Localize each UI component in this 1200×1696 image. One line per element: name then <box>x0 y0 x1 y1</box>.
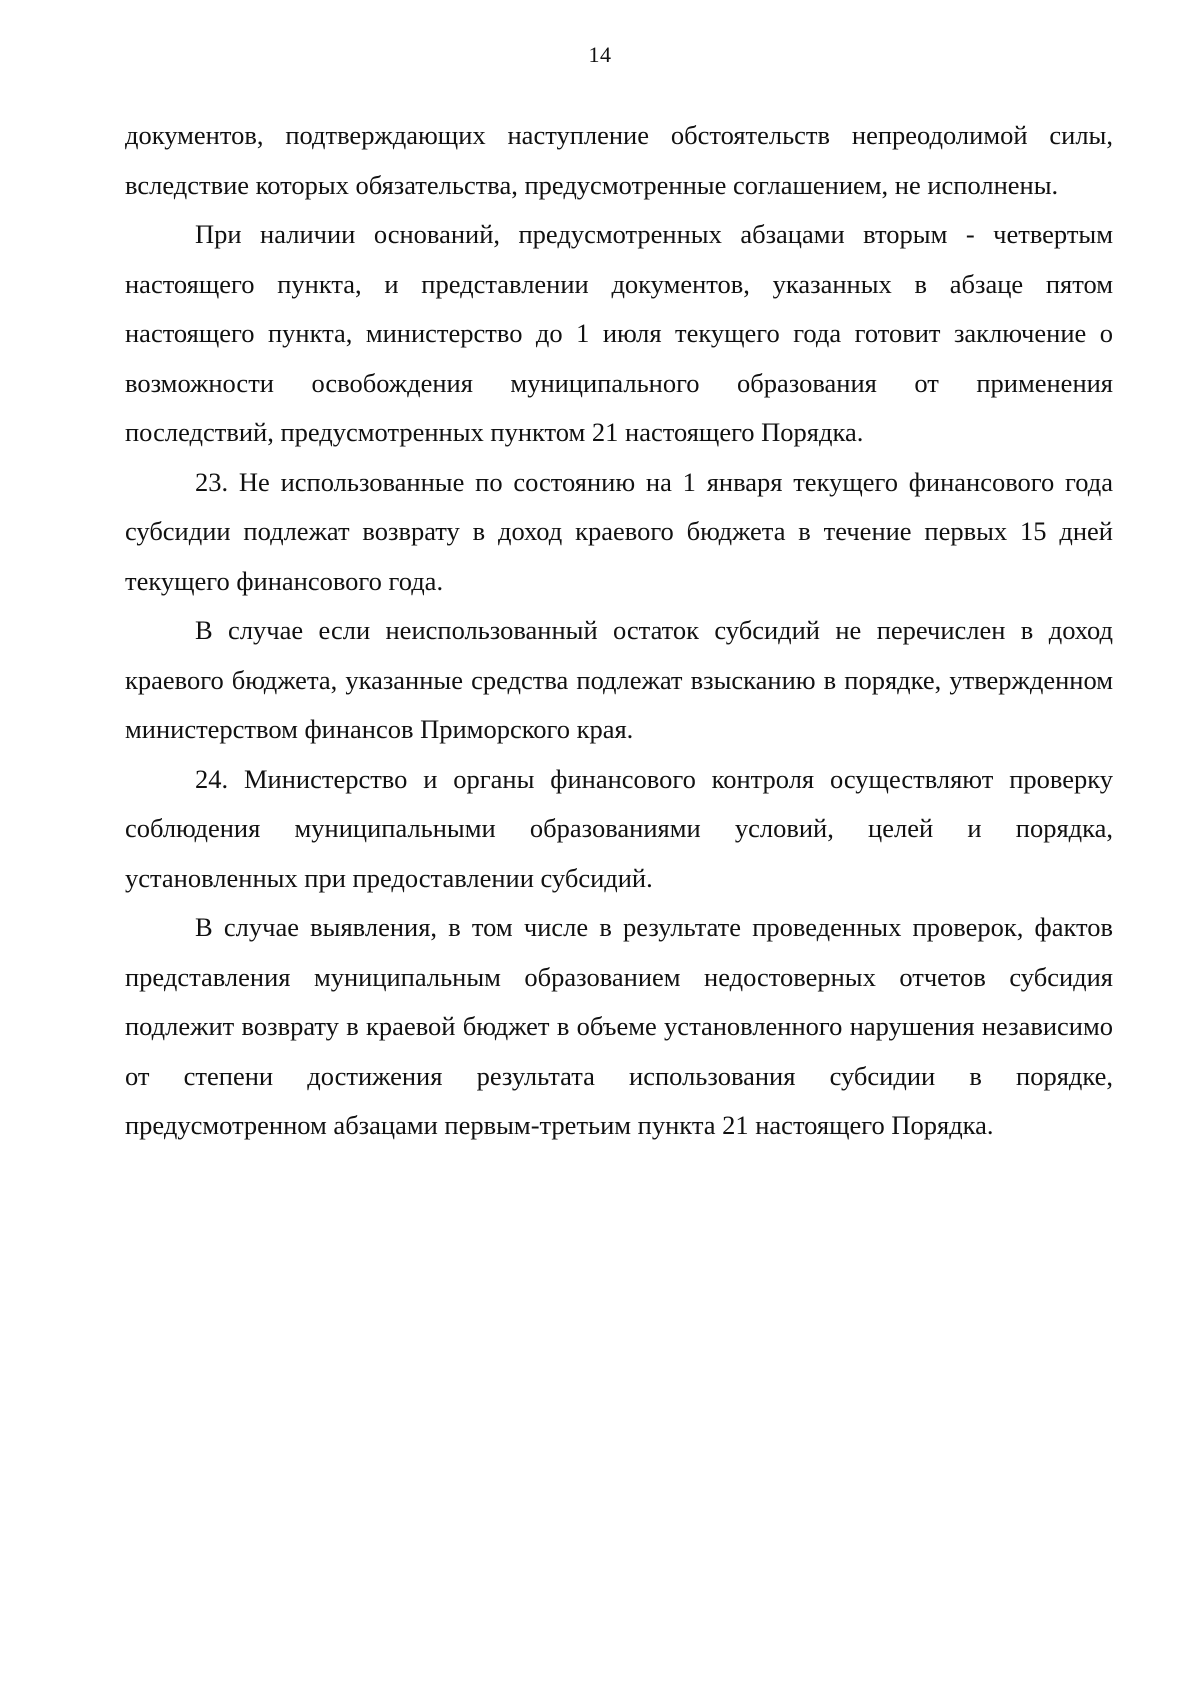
page-number: 14 <box>588 42 612 67</box>
paragraph-continuation: документов, подтверждающих наступление обстоятельств непреодолимой силы, вследствие которых обязательства, предусмотренные соглашением, не исполнены. <box>125 120 1113 200</box>
paragraph-violation-return: В случае выявления, в том числе в результате проведенных проверок, фактов представления муниципальным образованием недостоверных отчетов субсидия подлежит возврату в краевой бюджет в объеме установленного нарушения независимо от степени достижения результата использования субсидии в порядке, предусмотренном абзацами первым-третьим пункта 21 настоящего Порядка. <box>125 912 1113 1140</box>
paragraph-unspent-balance: В случае если неиспользованный остаток субсидий не перечислен в доход краевого бюджета, указанные средства подлежат взысканию в порядке, утвержденном министерством финансов Приморского края. <box>125 615 1113 744</box>
document-body <box>125 115 1113 1151</box>
paragraph-exemption-conclusion: При наличии оснований, предусмотренных абзацами вторым - четвертым настоящего пункта, и представлении документов, указанных в абзаце пятом настоящего пункта, министерство до 1 июля текущего года готовит заключение о возможности освобождения муниципального образования от применения последствий, предусмотренных пунктом 21 настоящего Порядка. <box>125 219 1113 447</box>
paragraph-item-23: 23. Не использованные по состоянию на 1 января текущего финансового года субсидии подлежат возврату в доход краевого бюджета в течение первых 15 дней текущего финансового года. <box>125 466 1113 596</box>
paragraph-item-24: 24. Министерство и органы финансового контроля осуществляют проверку соблюдения муниципальными образованиями условий, целей и порядка, установленных при предоставлении субсидий. <box>125 763 1113 893</box>
